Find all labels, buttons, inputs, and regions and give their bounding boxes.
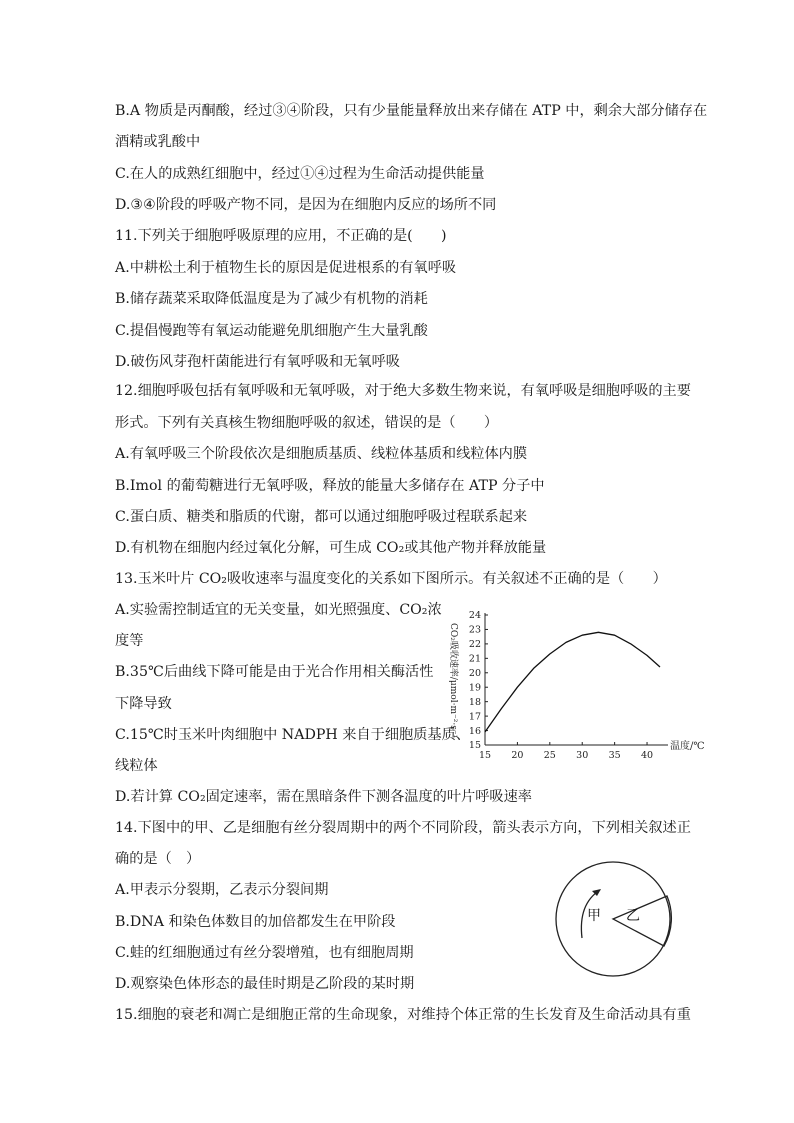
y-tick-label: 21 xyxy=(468,653,481,665)
text-line: C.提倡慢跑等有氧运动能避免肌细胞产生大量乳酸 xyxy=(115,323,428,339)
text-line: B.35℃后曲线下降可能是由于光合作用相关酶活性 xyxy=(115,664,434,680)
x-tick-label: 35 xyxy=(608,750,621,761)
text-line: 线粒体 xyxy=(115,758,158,774)
text-line: A.中耕松土利于植物生长的原因是促进根系的有氧呼吸 xyxy=(115,260,457,276)
text-line: C.蛋白质、糖类和脂质的代谢，都可以通过细胞呼吸过程联系起来 xyxy=(115,509,528,525)
text-line: D.破伤风芽孢杆菌能进行有氧呼吸和无氧呼吸 xyxy=(115,354,400,370)
label-yi: 乙 xyxy=(626,908,640,924)
text-line: D.③④阶段的呼吸产物不同，是因为在细胞内反应的场所不同 xyxy=(115,197,497,213)
text-line: 度等 xyxy=(115,633,144,649)
x-tick-label: 15 xyxy=(478,750,492,761)
text-line: 酒精或乳酸中 xyxy=(115,134,201,150)
text-line: C.在人的成熟红细胞中，经过①④过程为生命活动提供能量 xyxy=(115,166,485,182)
x-tick-label: 40 xyxy=(640,750,654,761)
y-tick-label: 22 xyxy=(468,639,481,651)
text-line: 确的是（ ） xyxy=(115,851,201,867)
x-tick-label: 30 xyxy=(576,750,589,761)
x-tick-label: 25 xyxy=(543,750,556,761)
y-tick-label: 18 xyxy=(468,696,481,708)
text-line: B.Imol 的葡萄糖进行无氧呼吸，释放的能量大多储存在 ATP 分子中 xyxy=(115,478,545,494)
cell-cycle-sector-yi xyxy=(613,896,671,946)
text-line: D.若计算 CO₂固定速率，需在黑暗条件下测各温度的叶片呼吸速率 xyxy=(115,789,532,805)
text-line: D.观察染色体形态的最佳时期是乙阶段的某时期 xyxy=(115,976,415,992)
text-line: 12.细胞呼吸包括有氧呼吸和无氧呼吸，对于绝大多数生物来说，有氧呼吸是细胞呼吸的主要 xyxy=(115,383,691,399)
y-tick-label: 16 xyxy=(468,725,481,737)
text-line: C.蛙的红细胞通过有丝分裂增殖，也有细胞周期 xyxy=(115,945,414,961)
text-line: 14.下图中的甲、乙是细胞有丝分裂周期中的两个不同阶段，箭头表示方向，下列相关叙述正 xyxy=(115,820,691,836)
text-line: A.甲表示分裂期，乙表示分裂间期 xyxy=(115,882,329,898)
y-tick-label: 24 xyxy=(468,610,481,622)
series-line-co2-uptake xyxy=(485,632,660,732)
x-tick-label: 20 xyxy=(511,750,524,761)
text-line: B.储存蔬菜采取降低温度是为了减少有机物的消耗 xyxy=(115,291,428,307)
label-jia: 甲 xyxy=(587,908,601,924)
text-line: 11.下列关于细胞呼吸原理的应用，不正确的是( ) xyxy=(115,228,447,244)
co2-uptake-temperature-chart xyxy=(440,605,705,775)
text-line: A.有氧呼吸三个阶段依次是细胞质基质、线粒体基质和线粒体内膜 xyxy=(115,446,528,462)
text-line: B.DNA 和染色体数目的加倍都发生在甲阶段 xyxy=(115,914,396,930)
text-line: B.A 物质是丙酮酸，经过③④阶段，只有少量能量释放出来存储在 ATP 中，剩余大部分储存在 xyxy=(115,103,708,119)
text-line: 13.玉米叶片 CO₂吸收速率与温度变化的关系如下图所示。有关叙述不正确的是（ ） xyxy=(115,571,667,587)
cell-cycle-diagram xyxy=(553,858,673,980)
y-tick-label: 23 xyxy=(468,624,481,636)
y-tick-label: 15 xyxy=(468,740,481,752)
y-tick-label: 19 xyxy=(468,682,481,694)
text-line: D.有机物在细胞内经过氧化分解，可生成 CO₂或其他产物并释放能量 xyxy=(115,540,547,556)
x-axis-label: 温度/℃ xyxy=(670,741,705,752)
y-tick-label: 17 xyxy=(468,711,481,723)
text-line: 下降导致 xyxy=(115,696,172,712)
text-line: A.实验需控制适宜的无关变量，如光照强度、CO₂浓 xyxy=(115,602,442,618)
y-tick-label: 20 xyxy=(468,667,481,679)
text-line: C.15℃时玉米叶肉细胞中 NADPH 来自于细胞质基质、 xyxy=(115,727,470,743)
y-axis-label: CO₂吸收速率/μmol·m⁻²·s⁻¹ xyxy=(448,623,458,739)
text-line: 形式。下列有关真核生物细胞呼吸的叙述，错误的是（ ） xyxy=(115,415,499,431)
text-line: 15.细胞的衰老和凋亡是细胞正常的生命现象，对维持个体正常的生长发育及生命活动具有重 xyxy=(115,1007,691,1023)
